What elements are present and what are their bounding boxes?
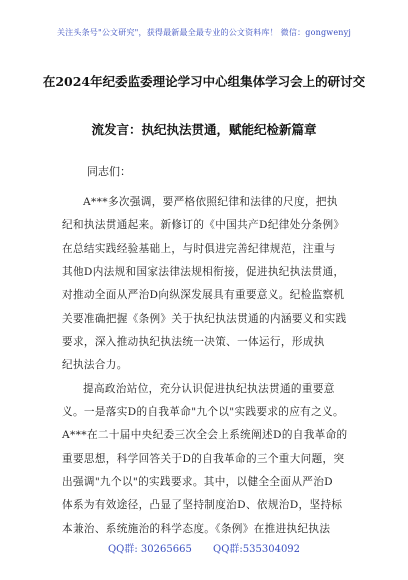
salutation: 同志们： bbox=[87, 165, 131, 178]
body-line: 关要准确把握《条例》关于执纪执法贯通的内涵要义和实践 bbox=[62, 312, 347, 325]
body-line: A***在二十届中央纪委三次全会上系统阐述D的自我革命的 bbox=[62, 429, 348, 442]
footer-qq-group-2: QQ群:535304092 bbox=[213, 544, 301, 555]
body-line: 出强调"九个以"的实践要求。其中，以健全全面从严治D bbox=[62, 476, 333, 489]
body-line: A***多次强调，要严格依照纪律和法律的尺度，把执 bbox=[83, 196, 338, 208]
body-line: 纪和执法贯通起来。新修订的《中国共产D纪律处分条例》 bbox=[62, 219, 345, 232]
body-line: 在总结实践经验基础上，与时俱进完善纪律规范，注重与 bbox=[62, 242, 336, 255]
body-line: 提高政治站位，充分认识促进执纪执法贯通的重要意 bbox=[83, 382, 335, 395]
document-title-line-1: 在2024年纪委监委理论学习中心组集体学习会上的研讨交 bbox=[42, 74, 366, 89]
body-text bbox=[62, 191, 362, 541]
body-line: 要求，深入推动执纪执法统一决策、一体运行，形成执 bbox=[62, 336, 325, 349]
body-line: 重要思想，科学回答关于D的自我革命的三个重大问题，突 bbox=[62, 452, 345, 465]
header-promo-note: 关注头条号"公文研究"，获得最新最全最专业的公文资料库！ 微信：gongwenyj bbox=[56, 28, 352, 37]
document-title-line-2: 流发言：执纪执法贯通，赋能纪检新篇章 bbox=[91, 122, 317, 137]
body-line: 纪执法合力。 bbox=[62, 359, 128, 372]
footer-contact bbox=[0, 540, 408, 555]
body-line: 本兼治、系统施治的科学态度。《条例》在推进执纪执法 bbox=[62, 522, 331, 535]
body-line: 其他D内法规和国家法律法规相衔接，促进执纪执法贯通， bbox=[62, 266, 345, 279]
body-line: 体系为有效途径，凸显了坚持制度治D、依规治D，坚持标 bbox=[62, 499, 343, 512]
body-line: 义。一是落实D的自我革命"九个以"实践要求的应有之义。 bbox=[62, 406, 344, 419]
footer-qq-group-1: QQ群: 30265665 bbox=[107, 544, 192, 555]
body-line: 对推动全面从严治D向纵深发展具有重要意义。纪检监察机 bbox=[62, 289, 345, 302]
